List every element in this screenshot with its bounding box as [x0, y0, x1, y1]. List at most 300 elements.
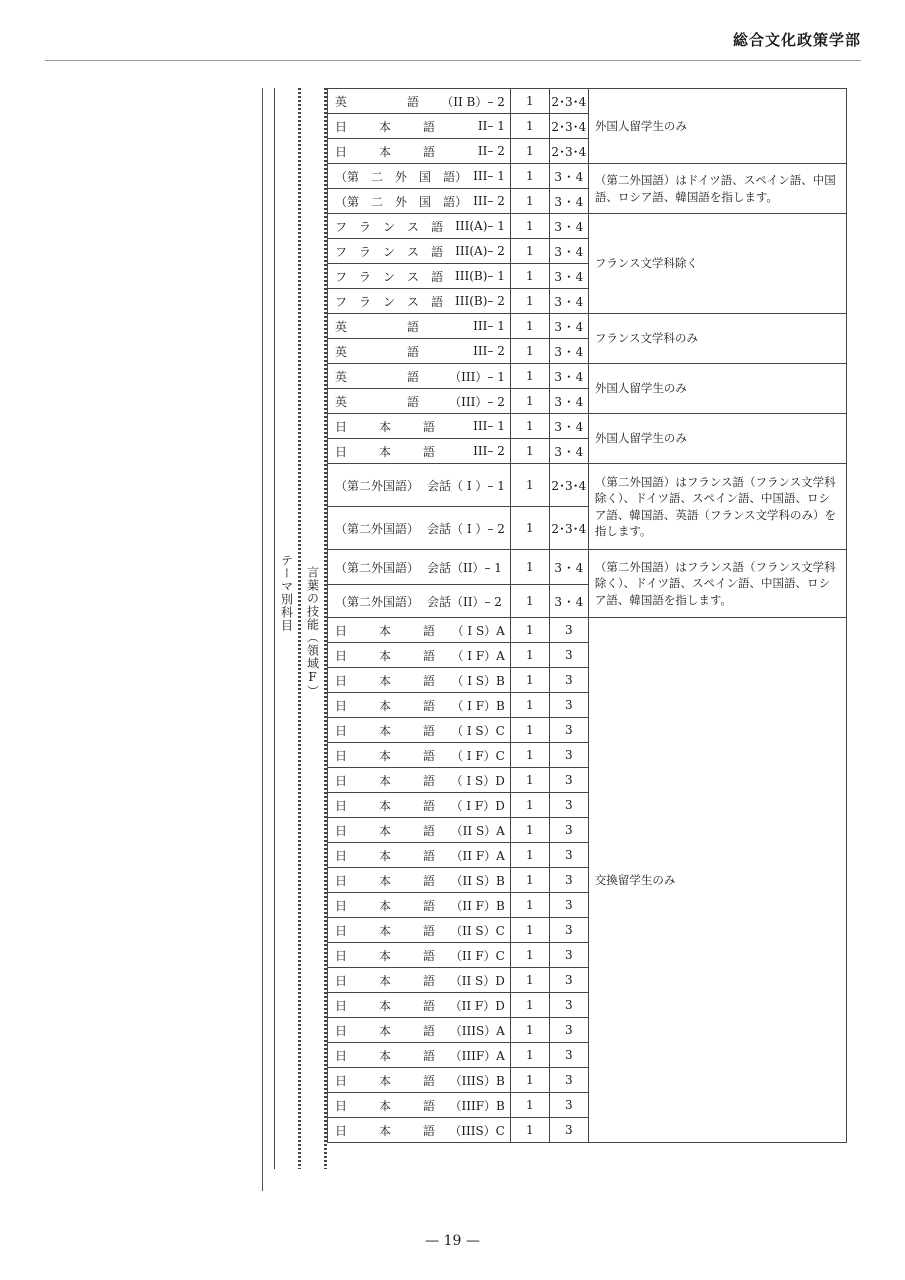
course-name-part: 本: [379, 873, 392, 888]
credits-cell: 1: [510, 1018, 549, 1043]
course-name: [328, 164, 510, 188]
course-level: （II S）C: [450, 923, 505, 938]
course-level: （II S）D: [449, 973, 505, 988]
remark-text: （第二外国語）はフランス語（フランス文学科除く）、ドイツ語、スペイン語、中国語、ロシア語、韓国語、英語（フランス文学科のみ）を指します。: [594, 475, 836, 538]
course-name-cell: [328, 364, 511, 389]
remark-text: 交換留学生のみ: [594, 872, 676, 887]
course-name-part: 二: [371, 169, 384, 184]
credits-cell: 1: [510, 585, 549, 618]
course-name-part: 英: [335, 319, 348, 334]
course-name-part: （第二外国語）: [335, 594, 420, 609]
year-cell: 3 ･ 4: [549, 550, 588, 585]
year-cell: 3: [549, 743, 588, 768]
credits-cell: 1: [510, 364, 549, 389]
course-name-part: （第: [335, 169, 360, 184]
course-name-cell: [328, 643, 511, 668]
course-name-part: 語: [423, 923, 436, 938]
course-level: （ I S）C: [451, 723, 505, 738]
course-name-part: 日: [335, 623, 348, 638]
credits-cell: 1: [510, 1043, 549, 1068]
course-name-part: 会話（ I ）– 1: [427, 478, 505, 493]
course-name: [328, 843, 510, 867]
year-cell: 3: [549, 768, 588, 793]
course-name-cell: [328, 1068, 511, 1093]
course-name-part: 英: [335, 394, 348, 409]
course-level: （II S）A: [450, 823, 505, 838]
credits-cell: 1: [510, 993, 549, 1018]
course-name-cell: [328, 993, 511, 1018]
remark-cell: [588, 164, 846, 214]
course-name-part: 語: [423, 973, 436, 988]
course-name: [328, 507, 510, 549]
table-row: [328, 214, 847, 239]
course-name-part: 本: [379, 998, 392, 1013]
course-name-part: 語: [407, 344, 420, 359]
credits-cell: 1: [510, 1068, 549, 1093]
course-name-cell: [328, 743, 511, 768]
year-cell: 3: [549, 968, 588, 993]
course-level: （ I F）A: [451, 648, 505, 663]
credits-cell: 1: [510, 718, 549, 743]
course-name-part: 語: [423, 698, 436, 713]
credits-cell: 1: [510, 818, 549, 843]
course-name-part: 英: [335, 94, 348, 109]
course-name-part: 語: [423, 898, 436, 913]
course-name-part: 会話（II）– 1: [427, 560, 502, 575]
course-name-part: 語: [431, 244, 444, 259]
course-level: （ I F）C: [450, 748, 505, 763]
page-number: — 19 —: [425, 1233, 480, 1249]
course-name-part: 語: [423, 998, 436, 1013]
course-name: [328, 943, 510, 967]
course-name-part: ラ: [359, 219, 372, 234]
course-level: （II B）– 2: [441, 94, 505, 109]
course-name: [328, 1093, 510, 1117]
course-name-part: 日: [335, 773, 348, 788]
course-name-part: 語: [407, 369, 420, 384]
course-name-part: ラ: [359, 244, 372, 259]
course-name: [328, 289, 510, 313]
course-level: III– 1: [473, 169, 505, 183]
course-name: [328, 464, 510, 506]
course-level: （ I S）B: [451, 673, 505, 688]
course-name-part: フ: [335, 244, 348, 259]
course-name-part: 本: [379, 698, 392, 713]
credits-cell: 1: [510, 1118, 549, 1143]
table-row: [328, 550, 847, 585]
course-name-part: 語: [423, 1048, 436, 1063]
course-name-part: 本: [379, 444, 392, 459]
credits-cell: 1: [510, 139, 549, 164]
course-name-cell: [328, 139, 511, 164]
course-name-cell: [328, 114, 511, 139]
course-name-part: 英: [335, 369, 348, 384]
course-name-part: 英: [335, 344, 348, 359]
year-cell: 2･3･4: [549, 114, 588, 139]
year-cell: 3: [549, 943, 588, 968]
course-name: [328, 139, 510, 163]
credits-cell: 1: [510, 918, 549, 943]
credits-cell: 1: [510, 618, 549, 643]
course-name: [328, 214, 510, 238]
year-cell: 3: [549, 893, 588, 918]
course-name-part: ス: [407, 294, 420, 309]
course-name-part: 本: [379, 1098, 392, 1113]
course-name: [328, 893, 510, 917]
course-name-part: 日: [335, 1048, 348, 1063]
year-cell: 3 ･ 4: [549, 389, 588, 414]
year-cell: 3 ･ 4: [549, 289, 588, 314]
year-cell: 3: [549, 1093, 588, 1118]
header-rule: [45, 60, 861, 61]
year-cell: 3 ･ 4: [549, 585, 588, 618]
year-cell: 3: [549, 993, 588, 1018]
course-name: [328, 643, 510, 667]
credits-cell: 1: [510, 668, 549, 693]
remark-text: （第二外国語）はドイツ語、スペイン語、中国語、ロシア語、韓国語を指します。: [594, 173, 836, 204]
course-name-part: 日: [335, 119, 348, 134]
credits-cell: 1: [510, 439, 549, 464]
course-name-part: 日: [335, 848, 348, 863]
course-level: II– 1: [477, 119, 505, 133]
course-name-cell: [328, 893, 511, 918]
year-cell: 3 ･ 4: [549, 314, 588, 339]
course-name-cell: [328, 439, 511, 464]
course-name-part: 日: [335, 673, 348, 688]
course-level: （II F）D: [449, 998, 505, 1013]
year-cell: 3 ･ 4: [549, 189, 588, 214]
course-name-cell: [328, 314, 511, 339]
course-name-part: 語: [407, 394, 420, 409]
course-name-part: 本: [379, 673, 392, 688]
course-level: （ I F）D: [450, 798, 505, 813]
course-name-part: 本: [379, 823, 392, 838]
course-name-part: 語: [423, 1073, 436, 1088]
course-name-part: 日: [335, 973, 348, 988]
year-cell: 3: [549, 918, 588, 943]
remark-text: （第二外国語）はフランス語（フランス文学科除く）、ドイツ語、スペイン語、中国語、ロシア語、韓国語を指します。: [594, 560, 836, 607]
course-level: （IIIF）A: [449, 1048, 505, 1063]
credits-cell: 1: [510, 550, 549, 585]
course-name-part: 語: [423, 444, 436, 459]
course-level: III(A)– 2: [455, 244, 505, 258]
course-name-part: 語: [423, 1023, 436, 1038]
course-level: II– 2: [477, 144, 505, 158]
course-name-part: ス: [407, 244, 420, 259]
course-name: [328, 768, 510, 792]
credits-cell: 1: [510, 793, 549, 818]
course-name-cell: [328, 768, 511, 793]
course-name-cell: [328, 918, 511, 943]
course-name-part: 日: [335, 923, 348, 938]
course-name-part: 本: [379, 419, 392, 434]
course-name-part: 本: [379, 648, 392, 663]
course-name: [328, 189, 510, 213]
course-name-cell: [328, 164, 511, 189]
course-name-part: 語: [423, 823, 436, 838]
course-name: [328, 918, 510, 942]
remark-cell: [588, 618, 846, 1143]
course-name-part: 本: [379, 1048, 392, 1063]
year-cell: 3: [549, 793, 588, 818]
course-level: （IIIS）A: [449, 1023, 505, 1038]
course-table: [327, 88, 847, 1143]
course-name-part: 語: [423, 648, 436, 663]
course-level: III– 2: [473, 344, 505, 358]
credits-cell: 1: [510, 189, 549, 214]
course-name: [328, 439, 510, 463]
course-name-cell: [328, 239, 511, 264]
course-name-part: フ: [335, 294, 348, 309]
course-name-cell: [328, 618, 511, 643]
course-level: III(A)– 1: [455, 219, 505, 233]
course-name-part: （第: [335, 194, 360, 209]
course-level: （III）– 1: [449, 369, 505, 384]
course-name: [328, 968, 510, 992]
year-cell: 2･3･4: [549, 507, 588, 550]
course-level: （II F）A: [450, 848, 505, 863]
course-name-part: （第二外国語）: [335, 560, 420, 575]
course-name-part: 本: [379, 898, 392, 913]
course-name: [328, 585, 510, 617]
course-name-part: 語: [423, 1098, 436, 1113]
year-cell: 3: [549, 818, 588, 843]
course-name-cell: [328, 718, 511, 743]
year-cell: 3: [549, 668, 588, 693]
course-name-part: 日: [335, 1098, 348, 1113]
course-name-part: ン: [383, 219, 396, 234]
course-name-cell: [328, 189, 511, 214]
year-cell: 2･3･4: [549, 139, 588, 164]
course-name-part: 語: [407, 94, 420, 109]
course-level: （III）– 2: [449, 394, 505, 409]
course-name-cell: [328, 550, 511, 585]
course-name-part: ン: [383, 244, 396, 259]
course-name-part: 語: [431, 294, 444, 309]
category-main-label: テーマ別科目: [279, 554, 294, 632]
remark-cell: [588, 314, 846, 364]
course-name: [328, 239, 510, 263]
course-name: [328, 1043, 510, 1067]
course-name-part: 語: [423, 119, 436, 134]
course-name-part: （第二外国語）: [335, 478, 420, 493]
course-name-part: 日: [335, 748, 348, 763]
year-cell: 3 ･ 4: [549, 214, 588, 239]
table-row: [328, 414, 847, 439]
category-sub-column: [300, 88, 324, 1169]
credits-cell: 1: [510, 414, 549, 439]
course-name-part: 語）: [443, 169, 468, 184]
course-name-cell: [328, 1018, 511, 1043]
course-name-part: 語: [423, 623, 436, 638]
credits-cell: 1: [510, 114, 549, 139]
year-cell: 3 ･ 4: [549, 364, 588, 389]
course-name-part: ス: [407, 269, 420, 284]
course-name-part: 本: [379, 1023, 392, 1038]
course-name-cell: [328, 264, 511, 289]
course-name-part: ン: [383, 269, 396, 284]
course-name-part: ラ: [359, 294, 372, 309]
course-name-part: 本: [379, 1073, 392, 1088]
course-name-cell: [328, 793, 511, 818]
credits-cell: 1: [510, 943, 549, 968]
course-name-cell: [328, 943, 511, 968]
course-name-cell: [328, 339, 511, 364]
table-row: [328, 314, 847, 339]
course-name-part: 語: [423, 419, 436, 434]
department-header: 総合文化政策学部: [732, 31, 861, 49]
credits-cell: 1: [510, 389, 549, 414]
year-cell: 3: [549, 643, 588, 668]
course-name-part: 日: [335, 798, 348, 813]
credits-cell: 1: [510, 289, 549, 314]
course-name-part: 本: [379, 948, 392, 963]
course-name-cell: [328, 507, 511, 550]
course-name-part: 日: [335, 1073, 348, 1088]
year-cell: 3: [549, 1018, 588, 1043]
credits-cell: 1: [510, 868, 549, 893]
course-name: [328, 550, 510, 584]
credits-cell: 1: [510, 464, 549, 507]
course-name: [328, 364, 510, 388]
course-name-part: 本: [379, 773, 392, 788]
course-level: （II F）B: [450, 898, 505, 913]
course-level: III(B)– 1: [454, 269, 505, 283]
credits-cell: 1: [510, 693, 549, 718]
course-name: [328, 993, 510, 1017]
course-name-part: 語: [423, 798, 436, 813]
year-cell: 2･3･4: [549, 464, 588, 507]
year-cell: 3: [549, 1118, 588, 1143]
course-name: [328, 1018, 510, 1042]
course-name-part: 二: [371, 194, 384, 209]
course-name-cell: [328, 1093, 511, 1118]
course-name-part: 語: [423, 723, 436, 738]
course-name-part: ス: [407, 219, 420, 234]
course-name-part: ラ: [359, 269, 372, 284]
course-name-cell: [328, 818, 511, 843]
course-name-part: 語: [431, 269, 444, 284]
course-name-part: 日: [335, 648, 348, 663]
course-level: III– 2: [473, 194, 505, 208]
credits-cell: 1: [510, 893, 549, 918]
remark-cell: [588, 464, 846, 550]
year-cell: 3: [549, 868, 588, 893]
year-cell: 3: [549, 693, 588, 718]
course-name-cell: [328, 214, 511, 239]
course-name-part: 本: [379, 848, 392, 863]
year-cell: 3: [549, 843, 588, 868]
course-name-cell: [328, 414, 511, 439]
course-name-part: 日: [335, 998, 348, 1013]
year-cell: 3 ･ 4: [549, 439, 588, 464]
credits-cell: 1: [510, 89, 549, 114]
remark-cell: [588, 89, 846, 164]
course-name-part: 語: [423, 848, 436, 863]
course-name: [328, 89, 510, 113]
table-row: [328, 618, 847, 643]
course-name-part: 語: [431, 219, 444, 234]
year-cell: 3: [549, 1068, 588, 1093]
course-name-part: 外: [395, 194, 408, 209]
category-main-column: [274, 88, 298, 1169]
course-name-part: 会話（ I ）– 2: [427, 521, 505, 536]
course-name-part: 語: [423, 144, 436, 159]
course-name-part: 日: [335, 823, 348, 838]
remark-cell: [588, 214, 846, 314]
course-name-cell: [328, 968, 511, 993]
course-name: [328, 264, 510, 288]
course-level: （IIIS）B: [449, 1073, 505, 1088]
course-name-cell: [328, 89, 511, 114]
course-name-part: 国: [419, 194, 432, 209]
remark-text: 外国人留学生のみ: [594, 431, 687, 446]
credits-cell: 1: [510, 768, 549, 793]
course-name-part: フ: [335, 219, 348, 234]
course-name-part: 語: [423, 773, 436, 788]
credits-cell: 1: [510, 643, 549, 668]
credits-cell: 1: [510, 743, 549, 768]
course-level: （II F）C: [450, 948, 505, 963]
course-name-part: 本: [379, 723, 392, 738]
course-name-part: 国: [419, 169, 432, 184]
credits-cell: 1: [510, 843, 549, 868]
course-name-cell: [328, 389, 511, 414]
course-name-part: 本: [379, 623, 392, 638]
course-name-part: 語）: [443, 194, 468, 209]
course-name-cell: [328, 1043, 511, 1068]
year-cell: 3: [549, 718, 588, 743]
course-name: [328, 818, 510, 842]
course-name-part: 本: [379, 923, 392, 938]
course-name-part: 日: [335, 948, 348, 963]
year-cell: 3: [549, 1043, 588, 1068]
course-name: [328, 693, 510, 717]
credits-cell: 1: [510, 239, 549, 264]
course-name: [328, 743, 510, 767]
course-level: III– 1: [473, 419, 505, 433]
course-name: [328, 793, 510, 817]
course-name-part: 日: [335, 1023, 348, 1038]
course-level: （ I S）A: [451, 623, 505, 638]
remark-cell: [588, 550, 846, 618]
year-cell: 3: [549, 618, 588, 643]
course-level: III– 2: [473, 444, 505, 458]
credits-cell: 1: [510, 1093, 549, 1118]
year-cell: 3 ･ 4: [549, 264, 588, 289]
course-name-part: 日: [335, 698, 348, 713]
credits-cell: 1: [510, 264, 549, 289]
year-cell: 3 ･ 4: [549, 164, 588, 189]
course-name-part: 本: [379, 798, 392, 813]
remark-cell: [588, 364, 846, 414]
table-row: [328, 364, 847, 389]
year-cell: 3 ･ 4: [549, 414, 588, 439]
course-name-part: 日: [335, 144, 348, 159]
course-name: [328, 389, 510, 413]
remark-text: フランス文学科のみ: [594, 331, 698, 346]
course-name-part: 語: [423, 948, 436, 963]
course-name-part: （第二外国語）: [335, 521, 420, 536]
course-name-part: 日: [335, 419, 348, 434]
course-name-cell: [328, 585, 511, 618]
course-name-part: 日: [335, 898, 348, 913]
course-name: [328, 618, 510, 642]
course-name-part: 語: [407, 319, 420, 334]
course-name: [328, 668, 510, 692]
course-name-part: 本: [379, 973, 392, 988]
remark-cell: [588, 414, 846, 464]
